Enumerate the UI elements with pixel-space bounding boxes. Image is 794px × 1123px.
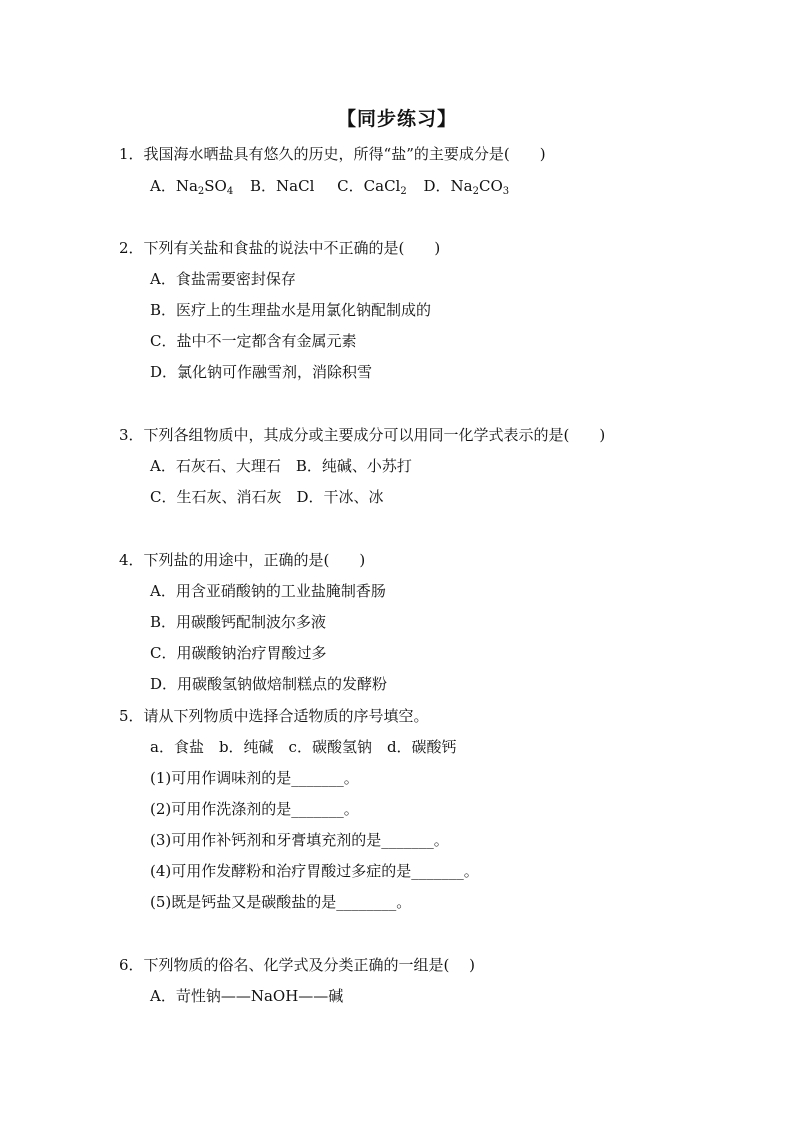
option-c: C．CaCl$_2$ [337,177,407,197]
question-4-option-d: D．用碳酸氢钠做焙制糕点的发酵粉 [150,675,388,693]
question-3-options-row-2: C．生石灰、消石灰 D．干冰、冰 [150,488,384,506]
question-5-blank-3: (3)可用作补钙剂和牙膏填充剂的是_______。 [150,831,449,849]
question-4-option-c: C．用碳酸钠治疗胃酸过多 [150,644,327,662]
question-3-stem: 3．下列各组物质中，其成分或主要成分可以用同一化学式表示的是( ) [119,426,606,444]
page-title: 【同步练习】 [336,108,457,130]
question-5-blank-1: (1)可用作调味剂的是_______。 [150,769,359,787]
option-d: D．$Na_2CO_3$ [423,177,510,197]
question-5-choices: a．食盐 b．纯碱 c．碳酸氢钠 d．碳酸钙 [150,738,457,756]
question-1-options [150,176,509,202]
option-b: B．NaCl [250,177,315,195]
option-a: A．$Na_2SO_4$ [150,177,234,197]
question-2-option-a: A．食盐需要密封保存 [150,270,296,288]
question-1-stem: 1．我国海水晒盐具有悠久的历史，所得“盐”的主要成分是( ) [119,145,546,163]
question-5-blank-5: (5)既是钙盐又是碳酸盐的是________。 [150,893,412,911]
question-5-blank-4: (4)可用作发酵粉和治疗胃酸过多症的是_______。 [150,862,479,880]
question-5-blank-2: (2)可用作洗涤剂的是_______。 [150,800,359,818]
question-4-option-a: A．用含亚硝酸钠的工业盐腌制香肠 [150,582,386,600]
question-2-option-b: B．医疗上的生理盐水是用氯化钠配制成的 [150,301,432,319]
question-5-stem: 5．请从下列物质中选择合适物质的序号填空。 [119,707,429,725]
question-2-option-d: D．氯化钠可作融雪剂，消除积雪 [150,363,373,381]
question-6-option-a: A．苛性钠——NaOH——碱 [150,987,344,1005]
question-2-option-c: C．盐中不一定都含有金属元素 [150,332,357,350]
question-4-stem: 4．下列盐的用途中，正确的是( ) [119,551,366,569]
question-4-option-b: B．用碳酸钙配制波尔多液 [150,613,327,631]
question-2-stem: 2．下列有关盐和食盐的说法中不正确的是( ) [119,239,441,257]
question-3-options-row-1: A．石灰石、大理石 B．纯碱、小苏打 [150,457,412,475]
question-6-stem: 6．下列物质的俗名、化学式及分类正确的一组是( ) [119,956,476,974]
